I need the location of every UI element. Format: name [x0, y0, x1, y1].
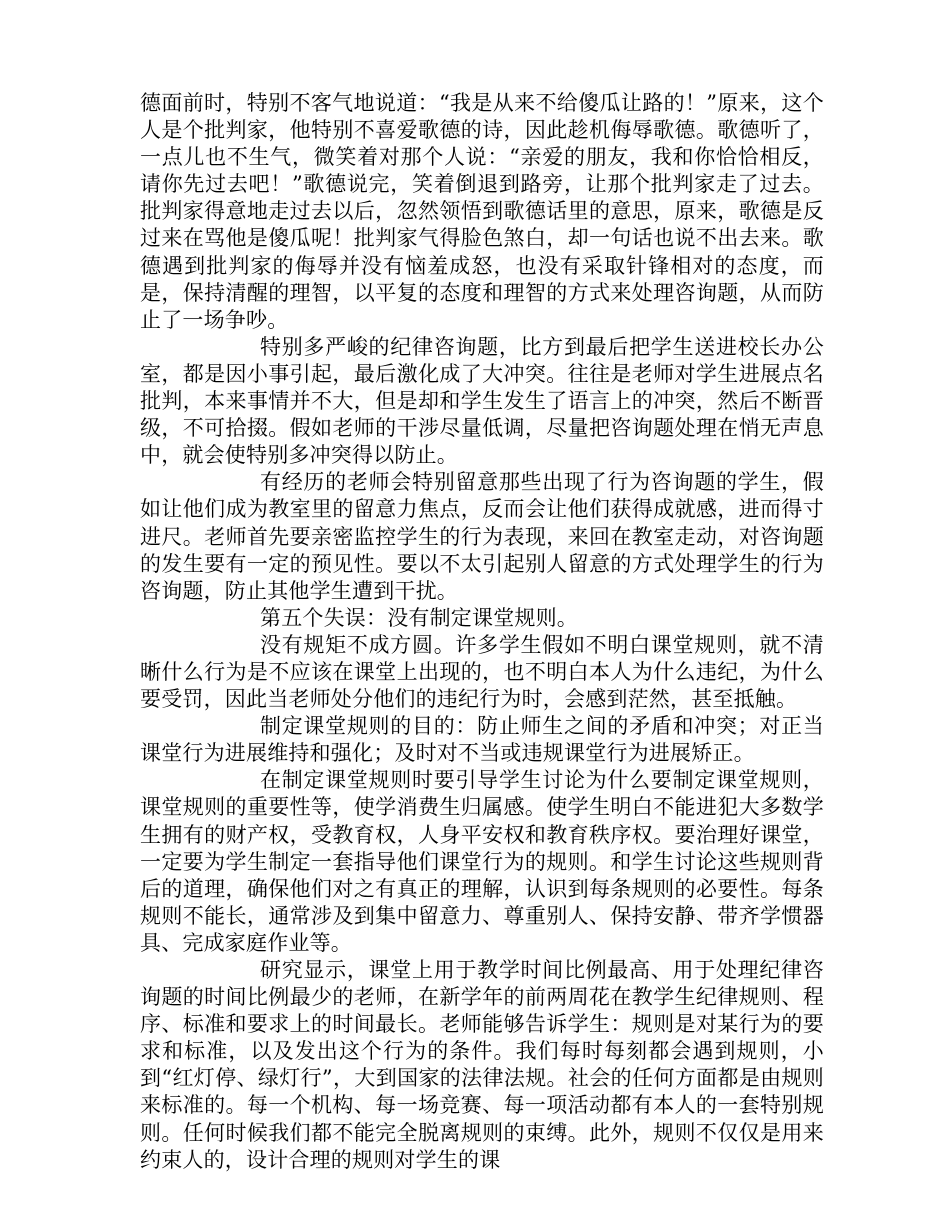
section-heading-fifth-mistake: 第五个失误：没有制定课堂规则。: [260, 605, 578, 630]
paragraph-research: 研究显示，课堂上用于教学时间比例最高、用于处理纪律咨询题的时间比例最少的老师，在新学年的前两周花在教学生纪律规则、程序、标准和要求上的时间最长。老师能够告诉学生：规则是对某行为的要求和标准，以及发出这个行为的条件。我们每时每刻都会遇到规则，小到“红灯停、绿灯行”，大到国家的法律法规。社会的任何方面都是由规则来标准的。每一个机构、每一场竞赛、每一项活动都有本人的一套特别规则。任何时候我们都不能完全脱离规则的束缚。此外，规则不仅仅是用来约束人的，设计合理的规则对学生的课: [140, 958, 824, 1172]
document-body: [140, 90, 824, 1174]
paragraph-rules-purpose: 制定课堂规则的目的：防止师生之间的矛盾和冲突；对正当课堂行为进展维持和强化；及时对不当或违规课堂行为进展矫正。: [140, 714, 824, 766]
paragraph-goethe-story: 德面前时，特别不客气地说道：“我是从来不给傻瓜让路的！”原来，这个人是个批判家，他特别不喜爱歌德的诗，因此趁机侮辱歌德。歌德听了，一点儿也不生气，微笑着对那个人说：“亲爱的朋友，我和你恰恰相反，请你先过去吧！”歌德说完，笑着倒退到路旁，让那个批判家走了过去。批判家得意地走过去以后，忽然领悟到歌德话里的意思，原来，歌德是反过来在骂他是傻瓜呢！批判家气得脸色煞白，却一句话也说不出去来。歌德遇到批判家的侮辱并没有恼羞成怒，也没有采取针锋相对的态度，而是，保持清醒的理智，以平复的态度和理智的方式来处理咨询题，从而防止了一场争吵。: [140, 91, 824, 332]
paragraph-no-rules: 没有规矩不成方圆。许多学生假如不明白课堂规则，就不清晰什么行为是不应该在课堂上出现的，也不明白本人为什么违纪，为什么要受罚，因此当老师处分他们的违纪行为时，会感到茫然，甚至抵触。: [140, 632, 824, 712]
paragraph-making-rules: 在制定课堂规则时要引导学生讨论为什么要制定课堂规则，课堂规则的重要性等，使学消费生归属感。使学生明白不能进犯大多数学生拥有的财产权，受教育权，人身平安权和教育秩序权。要治理好课堂，一定要为学生制定一套指导他们课堂行为的规则。和学生讨论这些规则背后的道理，确保他们对之有真正的理解，认识到每条规则的必要性。每条规则不能长，通常涉及到集中留意力、尊重别人、保持安静、带齐学惯器具、完成家庭作业等。: [140, 768, 824, 955]
paragraph-discipline-issues: 特别多严峻的纪律咨询题，比方到最后把学生送进校长办公室，都是因小事引起，最后激化成了大冲突。往往是老师对学生进展点名批判，本来事情并不大，但是却和学生发生了语言上的冲突，然后不断晋级，不可拾掇。假如老师的干涉尽量低调，尽量把咨询题处理在悄无声息中，就会使特别多冲突得以防止。: [140, 334, 824, 468]
paragraph-experienced-teachers: 有经历的老师会特别留意那些出现了行为咨询题的学生，假如让他们成为教室里的留意力焦点，反而会让他们获得成就感，进而得寸进尺。老师首先要亲密监控学生的行为表现，来回在教室走动，对咨询题的发生要有一定的预见性。要以不太引起别人留意的方式处理学生的行为咨询题，防止其他学生遭到干扰。: [140, 470, 824, 603]
